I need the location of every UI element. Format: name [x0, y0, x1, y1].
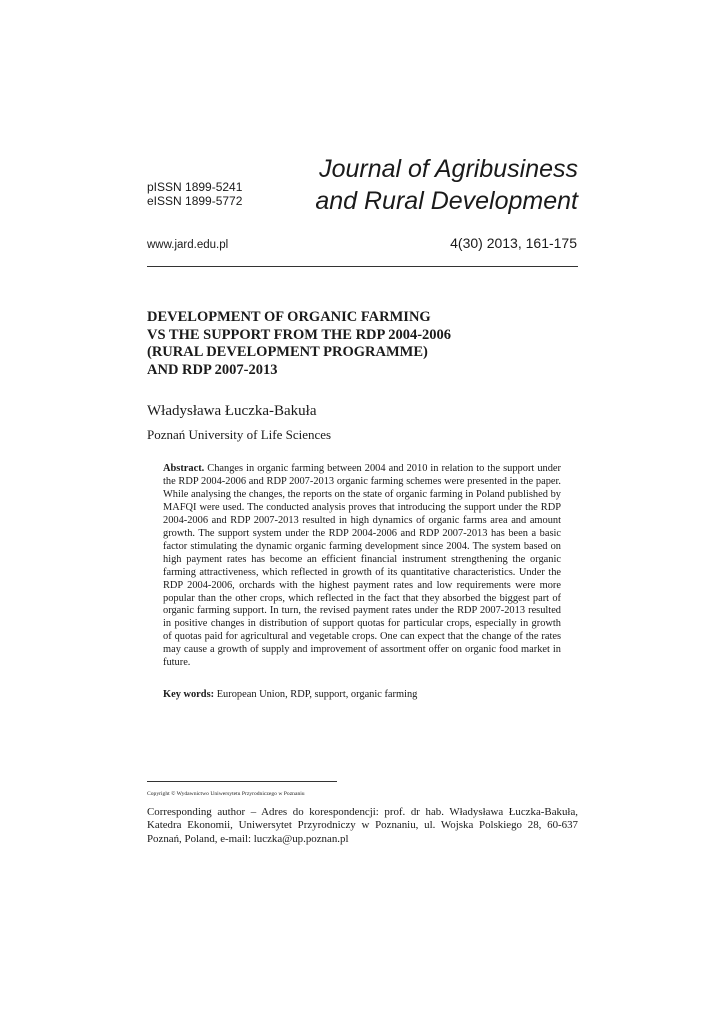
correspondence-note: Corresponding author – Adres do korespondencji: prof. dr hab. Władysława Łuczka-Bakuła, Katedra Ekonomii, Uniwersytet Przyrodniczy w Poznaniu, ul. Wojska Polskiego 28, 60-637 Poznań, Poland, e-mail: luczka@up.poznan.pl — [147, 806, 578, 845]
footnote-divider — [147, 781, 337, 782]
article-title-line: AND RDP 2007-2013 — [147, 361, 278, 378]
abstract-label: Abstract. — [163, 463, 205, 474]
article-title-line: DEVELOPMENT OF ORGANIC FARMING — [147, 309, 431, 325]
journal-title — [300, 153, 578, 217]
issue-info: 4(30) 2013, 161-175 — [450, 235, 577, 251]
abstract — [163, 463, 561, 670]
article-title-line: VS THE SUPPORT FROM THE RDP 2004-2006 — [147, 326, 452, 343]
journal-title-line-2: and Rural Development — [315, 187, 578, 215]
issn-block — [147, 180, 242, 208]
abstract-text: Changes in organic farming between 2004 and 2010 in relation to the support under the RDP 2004-2006 and RDP 2007-2013 organic farming schemes were presented in the paper. While analysing the changes, the reports on the state of organic farming in Poland published by MAFQI were used. The conducted analysis proves that introducing the support under the RDP 2004-2006 and RDP 2007-2013 resulted in high dynamics of organic farms area and amount growth. The support system under the RDP 2004-2006 and RDP 2007-2013 has been a basic factor stimulating the dynamic organic farming development since 2004. The system based on high payment rates has become an efficient financial instrument strengthening the organic farming attractiveness, which reflected in growth of its quantitative characteristics. Under the RDP 2004-2006, orchards with the highest payment rates and low requirements were more popular than the other crops, which reflected in the fact that they absorbed the biggest part of organic farming support. In turn, the revised payment rates under the RDP 2007-2013 resulted in positive changes in distribution of support quotas for particular crops, especially in growth of quotas paid for agricultural and vegetable crops. One can expect that the change of the rates may cause a growth of supply and improvement of assortment offer on organic food market in future. — [163, 463, 561, 669]
article-title-line: (RURAL DEVELOPMENT PROGRAMME) — [147, 344, 428, 360]
article-title — [147, 309, 578, 379]
header-divider — [147, 266, 578, 267]
issn-print: pISSN 1899-5241 — [147, 180, 243, 194]
author-name: Władysława Łuczka-Bakuła — [147, 403, 317, 419]
journal-website: www.jard.edu.pl — [147, 239, 229, 251]
journal-title-line-1: Journal of Agribusiness — [319, 155, 578, 183]
copyright-notice: Copyright © Wydawnictwo Uniwersytetu Przyrodniczego w Poznaniu — [147, 791, 305, 797]
author-affiliation: Poznań University of Life Sciences — [147, 427, 332, 442]
keywords-text: European Union, RDP, support, organic farming — [216, 689, 418, 700]
keywords-label: Key words: — [163, 689, 215, 700]
keywords — [163, 688, 561, 701]
issn-electronic: eISSN 1899-5772 — [147, 194, 243, 208]
